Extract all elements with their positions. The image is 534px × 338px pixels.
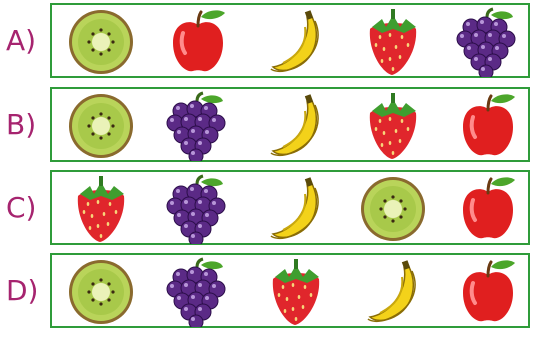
strawberry-icon bbox=[261, 257, 331, 327]
option-row[interactable] bbox=[0, 84, 534, 164]
option-row[interactable] bbox=[0, 0, 534, 80]
option-label: C) bbox=[6, 191, 37, 224]
fruit-sequence-box bbox=[50, 253, 530, 328]
option-row[interactable] bbox=[0, 250, 534, 330]
apple-icon bbox=[453, 174, 523, 244]
option-label: A) bbox=[6, 24, 37, 57]
grapes-icon bbox=[163, 91, 233, 161]
apple-icon bbox=[163, 7, 233, 77]
apple-icon bbox=[453, 257, 523, 327]
option-row[interactable] bbox=[0, 167, 534, 247]
grapes-icon bbox=[163, 174, 233, 244]
kiwi-icon bbox=[66, 7, 136, 77]
fruit-sequence-box bbox=[50, 170, 530, 245]
option-label: D) bbox=[6, 274, 39, 307]
fruit-sequence-box bbox=[50, 87, 530, 162]
kiwi-icon bbox=[358, 174, 428, 244]
banana-icon bbox=[261, 7, 331, 77]
strawberry-icon bbox=[358, 91, 428, 161]
banana-icon bbox=[358, 257, 428, 327]
kiwi-icon bbox=[66, 91, 136, 161]
kiwi-icon bbox=[66, 257, 136, 327]
grapes-icon bbox=[163, 257, 233, 327]
banana-icon bbox=[261, 91, 331, 161]
option-label: B) bbox=[6, 108, 37, 141]
banana-icon bbox=[261, 174, 331, 244]
strawberry-icon bbox=[66, 174, 136, 244]
apple-icon bbox=[453, 91, 523, 161]
strawberry-icon bbox=[358, 7, 428, 77]
grapes-icon bbox=[453, 7, 523, 77]
fruit-sequence-box bbox=[50, 3, 530, 78]
